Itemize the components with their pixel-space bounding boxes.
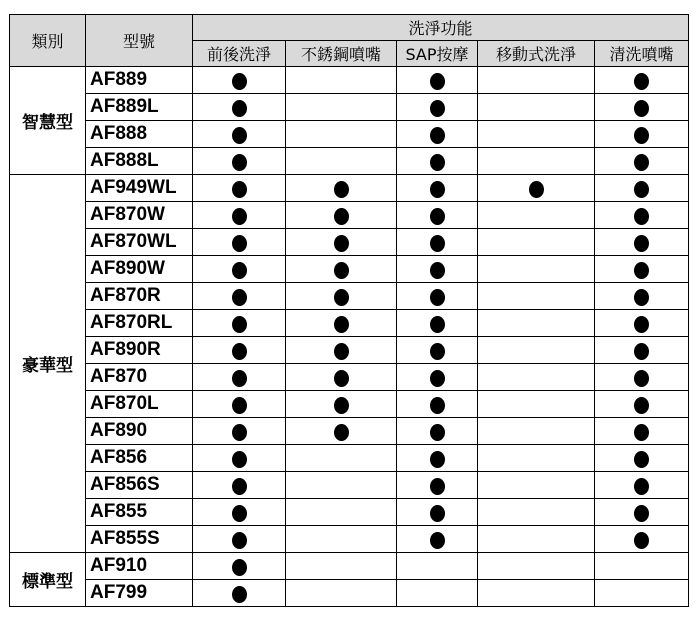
table-row [10,337,689,364]
feature-cell [595,499,689,526]
filled-circle-icon [232,559,247,576]
filled-circle-icon [430,397,445,414]
feature-cell [397,202,478,229]
model-cell: AF870WL [86,229,193,256]
feature-cell [193,472,286,499]
feature-cell [397,148,478,175]
table-row [10,148,689,175]
feature-cell [397,175,478,202]
feature-cell [286,418,397,445]
feature-cell [286,337,397,364]
header-model: 型號 [86,15,193,67]
feature-cell [286,364,397,391]
filled-circle-icon [232,343,247,360]
header-feature: 不銹鋼噴嘴 [286,41,397,67]
filled-circle-icon [634,478,649,495]
filled-circle-icon [232,154,247,171]
table-row [10,94,689,121]
feature-cell [286,229,397,256]
feature-cell [286,175,397,202]
filled-circle-icon [430,343,445,360]
filled-circle-icon [232,478,247,495]
feature-cell [595,553,689,580]
filled-circle-icon [430,505,445,522]
model-cell: AF856 [86,445,193,472]
model-cell: AF890R [86,337,193,364]
feature-cell [193,553,286,580]
feature-cell [478,67,595,94]
feature-cell [397,256,478,283]
filled-circle-icon [334,343,349,360]
feature-cell [193,580,286,607]
feature-cell [286,310,397,337]
feature-cell [595,364,689,391]
feature-cell [193,229,286,256]
feature-cell [595,310,689,337]
filled-circle-icon [232,424,247,441]
filled-circle-icon [232,451,247,468]
filled-circle-icon [430,100,445,117]
filled-circle-icon [232,262,247,279]
header-feature: SAP按摩 [397,41,478,67]
category-cell: 智慧型 [10,67,86,175]
model-cell: AF870R [86,283,193,310]
feature-cell [478,256,595,283]
feature-cell [397,283,478,310]
model-cell: AF949WL [86,175,193,202]
feature-cell [286,391,397,418]
feature-cell [595,67,689,94]
feature-cell [397,337,478,364]
table-row [10,202,689,229]
feature-cell [595,283,689,310]
filled-circle-icon [634,73,649,90]
model-cell: AF888 [86,121,193,148]
filled-circle-icon [634,316,649,333]
table-row [10,526,689,553]
table-row [10,310,689,337]
filled-circle-icon [634,289,649,306]
feature-cell [193,148,286,175]
model-cell: AF889 [86,67,193,94]
filled-circle-icon [232,505,247,522]
model-cell: AF890W [86,256,193,283]
header-features-group: 洗淨功能 [193,15,689,41]
feature-cell [286,256,397,283]
filled-circle-icon [430,262,445,279]
feature-cell [397,94,478,121]
feature-cell [595,445,689,472]
feature-cell [595,148,689,175]
filled-circle-icon [634,505,649,522]
filled-circle-icon [232,208,247,225]
filled-circle-icon [634,127,649,144]
filled-circle-icon [232,316,247,333]
feature-cell [478,580,595,607]
filled-circle-icon [430,316,445,333]
feature-cell [595,202,689,229]
filled-circle-icon [634,397,649,414]
model-cell: AF910 [86,553,193,580]
table-row [10,121,689,148]
feature-cell [478,175,595,202]
feature-cell [595,526,689,553]
feature-cell [286,67,397,94]
feature-cell [595,175,689,202]
filled-circle-icon [529,181,544,198]
feature-cell [397,67,478,94]
table-row [10,175,689,202]
feature-cell [397,472,478,499]
table-row [10,418,689,445]
filled-circle-icon [430,532,445,549]
feature-cell [478,553,595,580]
feature-cell [397,364,478,391]
model-cell: AF870W [86,202,193,229]
feature-cell [193,283,286,310]
filled-circle-icon [634,181,649,198]
filled-circle-icon [334,316,349,333]
model-cell: AF799 [86,580,193,607]
feature-cell [478,364,595,391]
filled-circle-icon [430,73,445,90]
model-cell: AF855S [86,526,193,553]
table-row [10,256,689,283]
filled-circle-icon [232,532,247,549]
feature-cell [286,202,397,229]
feature-cell [193,526,286,553]
table-row [10,67,689,94]
category-cell: 豪華型 [10,175,86,553]
feature-cell [193,445,286,472]
feature-cell [478,310,595,337]
feature-cell [478,445,595,472]
feature-cell [397,553,478,580]
model-cell: AF888L [86,148,193,175]
model-cell: AF870RL [86,310,193,337]
feature-cell [193,256,286,283]
filled-circle-icon [232,289,247,306]
filled-circle-icon [334,397,349,414]
feature-cell [193,67,286,94]
feature-cell [286,553,397,580]
feature-cell [193,418,286,445]
table-row [10,364,689,391]
feature-cell [286,526,397,553]
model-cell: AF856S [86,472,193,499]
feature-cell [286,148,397,175]
filled-circle-icon [430,208,445,225]
feature-cell [478,121,595,148]
feature-cell [193,202,286,229]
table-row [10,472,689,499]
filled-circle-icon [634,532,649,549]
feature-cell [595,472,689,499]
table-row [10,283,689,310]
feature-cell [595,121,689,148]
feature-cell [595,580,689,607]
filled-circle-icon [634,370,649,387]
feature-cell [397,499,478,526]
filled-circle-icon [634,100,649,117]
feature-cell [193,94,286,121]
feature-cell [595,418,689,445]
model-cell: AF870 [86,364,193,391]
filled-circle-icon [334,208,349,225]
feature-cell [595,94,689,121]
filled-circle-icon [634,235,649,252]
feature-cell [478,472,595,499]
filled-circle-icon [334,235,349,252]
filled-circle-icon [232,586,247,603]
feature-cell [397,229,478,256]
feature-cell [478,229,595,256]
feature-table [9,14,689,607]
table-row [10,499,689,526]
filled-circle-icon [430,424,445,441]
model-cell: AF855 [86,499,193,526]
table-row [10,580,689,607]
filled-circle-icon [430,478,445,495]
category-cell: 標準型 [10,553,86,607]
feature-cell [595,337,689,364]
header-feature: 清洗噴嘴 [595,41,689,67]
filled-circle-icon [232,181,247,198]
feature-cell [478,391,595,418]
header-feature: 移動式洗淨 [478,41,595,67]
filled-circle-icon [634,262,649,279]
feature-cell [397,310,478,337]
feature-cell [193,310,286,337]
filled-circle-icon [634,208,649,225]
feature-cell [397,580,478,607]
filled-circle-icon [334,262,349,279]
filled-circle-icon [430,181,445,198]
feature-cell [595,256,689,283]
filled-circle-icon [634,343,649,360]
model-cell: AF889L [86,94,193,121]
feature-cell [193,364,286,391]
feature-cell [286,94,397,121]
filled-circle-icon [334,370,349,387]
filled-circle-icon [232,127,247,144]
feature-cell [193,121,286,148]
filled-circle-icon [334,289,349,306]
feature-cell [397,391,478,418]
feature-cell [286,283,397,310]
filled-circle-icon [430,451,445,468]
feature-cell [478,337,595,364]
model-cell: AF870L [86,391,193,418]
filled-circle-icon [232,100,247,117]
filled-circle-icon [634,154,649,171]
filled-circle-icon [334,424,349,441]
filled-circle-icon [430,154,445,171]
feature-cell [595,391,689,418]
header-category: 類別 [10,15,86,67]
feature-cell [595,229,689,256]
table-row [10,553,689,580]
filled-circle-icon [334,181,349,198]
filled-circle-icon [430,289,445,306]
filled-circle-icon [430,370,445,387]
filled-circle-icon [232,235,247,252]
table-row [10,391,689,418]
feature-cell [478,526,595,553]
header-feature: 前後洗淨 [193,41,286,67]
feature-cell [478,499,595,526]
feature-cell [286,472,397,499]
filled-circle-icon [232,73,247,90]
feature-cell [478,418,595,445]
feature-cell [478,148,595,175]
table-row [10,229,689,256]
feature-cell [397,121,478,148]
filled-circle-icon [232,397,247,414]
feature-cell [397,526,478,553]
feature-cell [193,337,286,364]
feature-cell [478,283,595,310]
feature-cell [286,580,397,607]
table-row [10,445,689,472]
model-cell: AF890 [86,418,193,445]
feature-cell [193,391,286,418]
filled-circle-icon [634,451,649,468]
feature-cell [478,202,595,229]
feature-cell [193,499,286,526]
feature-cell [286,445,397,472]
filled-circle-icon [430,127,445,144]
feature-cell [286,499,397,526]
feature-cell [397,445,478,472]
filled-circle-icon [430,235,445,252]
feature-cell [193,175,286,202]
filled-circle-icon [232,370,247,387]
filled-circle-icon [634,424,649,441]
feature-cell [397,418,478,445]
feature-cell [286,121,397,148]
feature-cell [478,94,595,121]
